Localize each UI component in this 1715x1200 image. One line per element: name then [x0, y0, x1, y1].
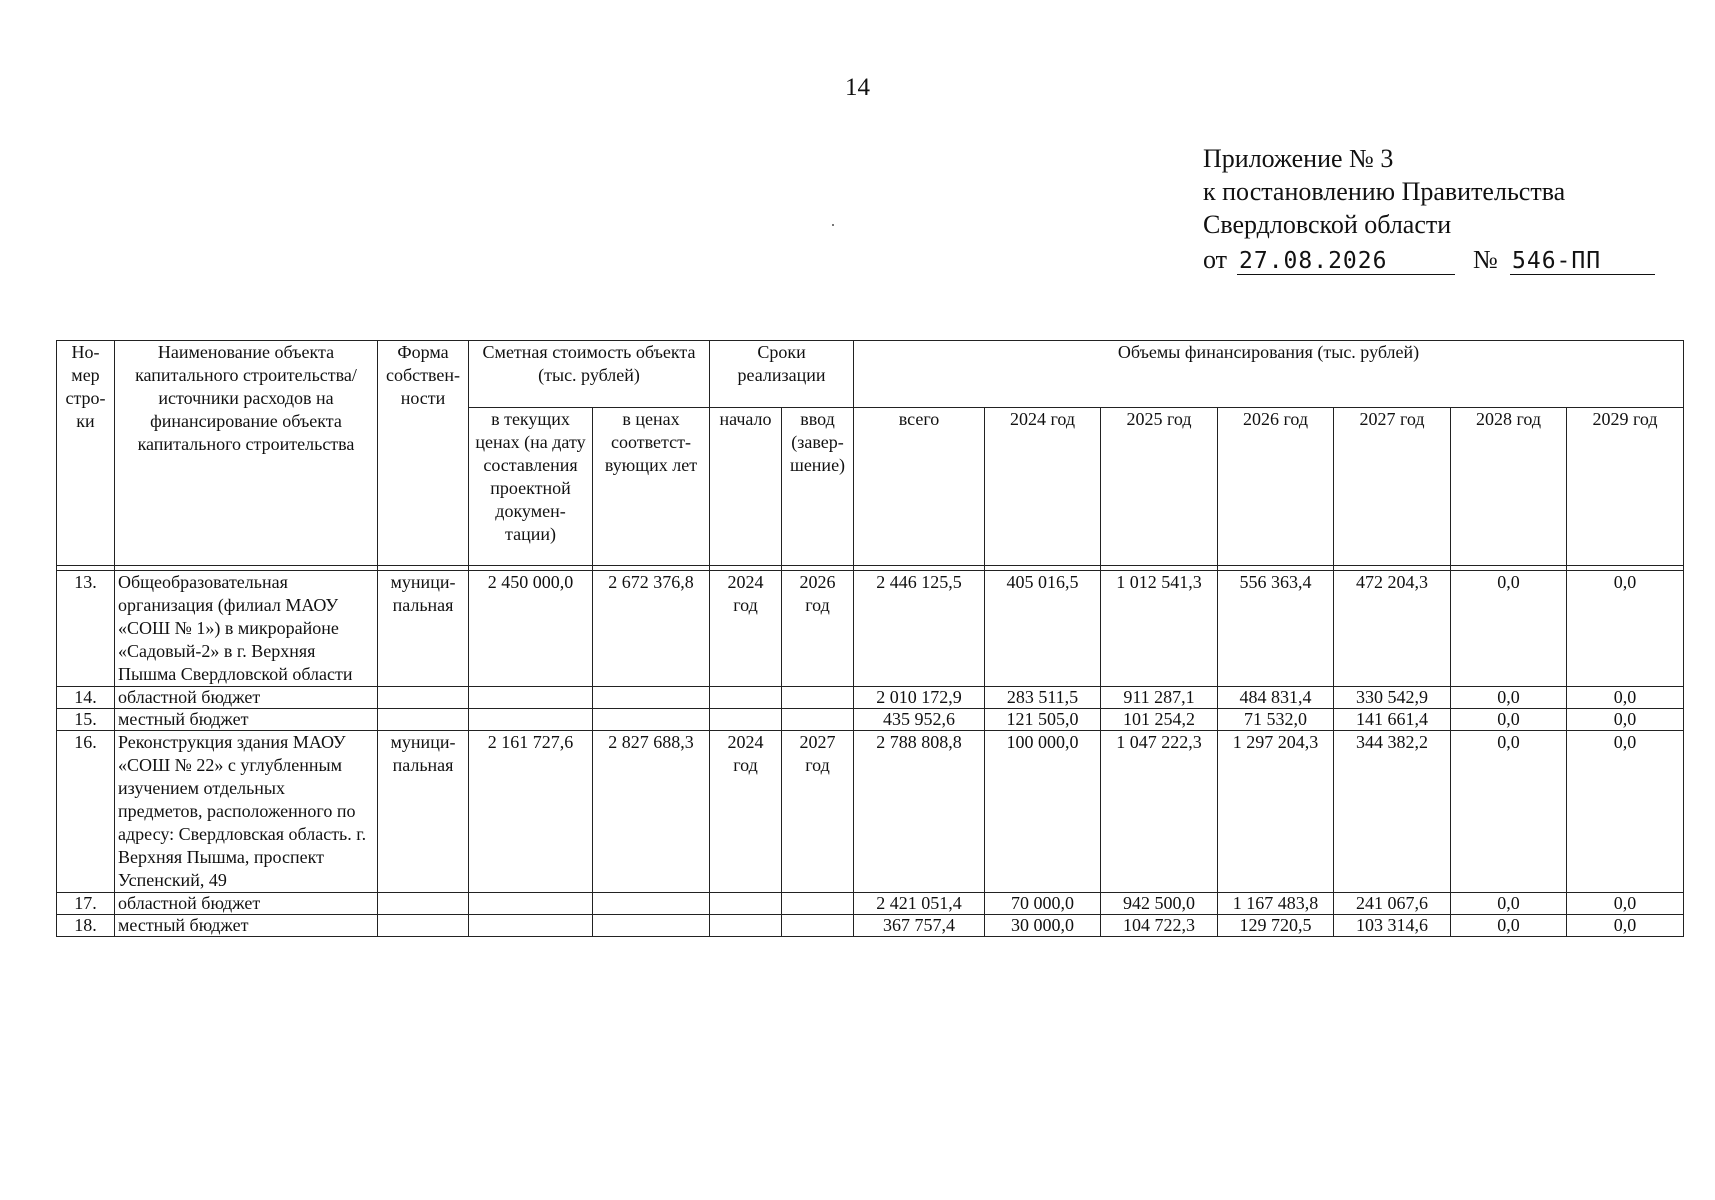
value-2025: 942 500,0	[1101, 893, 1218, 915]
header-current-prices: в текущих ценах (на дату составления проектной докумен-тации)	[469, 408, 593, 566]
start-year: 2024 год	[710, 571, 782, 687]
value-2024: 283 511,5	[985, 687, 1101, 709]
value-2026: 1 167 483,8	[1218, 893, 1334, 915]
value-2028: 0,0	[1451, 915, 1567, 937]
header-object-name: Наименование объекта капитального строительства/ источники расходов на финансирование объекта капитального строительства	[115, 341, 378, 566]
resolution-date: 27.08.2026	[1237, 245, 1455, 275]
row-number: 17.	[57, 893, 115, 915]
object-name: областной бюджет	[115, 687, 378, 709]
object-name: Реконструкция здания МАОУ «СОШ № 22» с углубленным изучением отдельных предметов, расположенного по адресу: Свердловская область. г. Верхняя Пышма, проспект Успенский, 49	[115, 731, 378, 893]
header-total: всего	[854, 408, 985, 566]
appendix-title: Приложение № 3	[1203, 144, 1394, 173]
table-row	[57, 893, 1684, 915]
end-year	[782, 893, 854, 915]
value-2029: 0,0	[1567, 915, 1684, 937]
appendix-reference: к постановлению Правительства	[1203, 177, 1566, 206]
resolution-date-number	[1203, 243, 1663, 279]
value-2027: 241 067,6	[1334, 893, 1451, 915]
cost-current	[469, 687, 593, 709]
table-row	[57, 731, 1684, 893]
cost-years	[593, 915, 710, 937]
header-2029: 2029 год	[1567, 408, 1684, 566]
total: 2 446 125,5	[854, 571, 985, 687]
cost-years	[593, 709, 710, 731]
value-2024: 30 000,0	[985, 915, 1101, 937]
page-number: 14	[845, 74, 870, 101]
cost-current	[469, 893, 593, 915]
header-ownership: Форма собствен-ности	[378, 341, 469, 566]
value-2024: 100 000,0	[985, 731, 1101, 893]
header-row-1	[57, 341, 1684, 408]
table-row	[57, 571, 1684, 687]
object-name: областной бюджет	[115, 893, 378, 915]
value-2026: 129 720,5	[1218, 915, 1334, 937]
table-row	[57, 687, 1684, 709]
value-2028: 0,0	[1451, 571, 1567, 687]
end-year	[782, 915, 854, 937]
end-year	[782, 709, 854, 731]
value-2026: 556 363,4	[1218, 571, 1334, 687]
ownership-form	[378, 687, 469, 709]
start-year	[710, 893, 782, 915]
scan-speck	[832, 224, 834, 226]
value-2025: 1 012 541,3	[1101, 571, 1218, 687]
end-year: 2027 год	[782, 731, 854, 893]
row-number: 14.	[57, 687, 115, 709]
number-prefix: №	[1473, 245, 1498, 274]
cost-current: 2 450 000,0	[469, 571, 593, 687]
end-year	[782, 687, 854, 709]
table-row	[57, 709, 1684, 731]
value-2027: 141 661,4	[1334, 709, 1451, 731]
value-2025: 104 722,3	[1101, 915, 1218, 937]
value-2025: 911 287,1	[1101, 687, 1218, 709]
value-2026: 71 532,0	[1218, 709, 1334, 731]
value-2027: 330 542,9	[1334, 687, 1451, 709]
header-2025: 2025 год	[1101, 408, 1218, 566]
header-terms: Сроки реализации	[710, 341, 854, 408]
header-2027: 2027 год	[1334, 408, 1451, 566]
cost-current	[469, 709, 593, 731]
header-start: начало	[710, 408, 782, 566]
ownership-form: муници-пальная	[378, 571, 469, 687]
row-number: 15.	[57, 709, 115, 731]
value-2029: 0,0	[1567, 731, 1684, 893]
cost-current	[469, 915, 593, 937]
header-row-number: Но-мер стро-ки	[57, 341, 115, 566]
value-2025: 1 047 222,3	[1101, 731, 1218, 893]
value-2029: 0,0	[1567, 571, 1684, 687]
value-2024: 70 000,0	[985, 893, 1101, 915]
value-2029: 0,0	[1567, 893, 1684, 915]
value-2028: 0,0	[1451, 893, 1567, 915]
ownership-form	[378, 893, 469, 915]
row-number: 16.	[57, 731, 115, 893]
header-corresponding-prices: в ценах соответст-вующих лет	[593, 408, 710, 566]
value-2024: 405 016,5	[985, 571, 1101, 687]
start-year	[710, 915, 782, 937]
value-2028: 0,0	[1451, 709, 1567, 731]
value-2027: 344 382,2	[1334, 731, 1451, 893]
value-2027: 103 314,6	[1334, 915, 1451, 937]
header-estimated-cost: Сметная стоимость объекта (тыс. рублей)	[469, 341, 710, 408]
start-year: 2024 год	[710, 731, 782, 893]
value-2028: 0,0	[1451, 687, 1567, 709]
row-number: 18.	[57, 915, 115, 937]
start-year	[710, 709, 782, 731]
table-row	[57, 915, 1684, 937]
appendix-region: Свердловской области	[1203, 210, 1452, 239]
header-2026: 2026 год	[1218, 408, 1334, 566]
row-number: 13.	[57, 571, 115, 687]
header-2028: 2028 год	[1451, 408, 1567, 566]
header-2024: 2024 год	[985, 408, 1101, 566]
resolution-number: 546-ПП	[1510, 245, 1655, 275]
object-name: местный бюджет	[115, 915, 378, 937]
value-2027: 472 204,3	[1334, 571, 1451, 687]
object-name: Общеобразовательная организация (филиал МАОУ «СОШ № 1») в микрорайоне «Садовый-2» в г. Верхняя Пышма Свердловской области	[115, 571, 378, 687]
value-2025: 101 254,2	[1101, 709, 1218, 731]
header-financing: Объемы финансирования (тыс. рублей)	[854, 341, 1684, 408]
value-2029: 0,0	[1567, 709, 1684, 731]
cost-years: 2 672 376,8	[593, 571, 710, 687]
date-prefix: от	[1203, 245, 1228, 274]
ownership-form	[378, 915, 469, 937]
end-year: 2026 год	[782, 571, 854, 687]
object-name: местный бюджет	[115, 709, 378, 731]
appendix-header	[1203, 142, 1663, 279]
value-2026: 1 297 204,3	[1218, 731, 1334, 893]
ownership-form	[378, 709, 469, 731]
total: 435 952,6	[854, 709, 985, 731]
header-commissioning: ввод (завер-шение)	[782, 408, 854, 566]
cost-years	[593, 687, 710, 709]
value-2024: 121 505,0	[985, 709, 1101, 731]
cost-years	[593, 893, 710, 915]
total: 2 421 051,4	[854, 893, 985, 915]
cost-current: 2 161 727,6	[469, 731, 593, 893]
start-year	[710, 687, 782, 709]
financing-table	[56, 340, 1684, 937]
value-2028: 0,0	[1451, 731, 1567, 893]
total: 2 010 172,9	[854, 687, 985, 709]
value-2026: 484 831,4	[1218, 687, 1334, 709]
value-2029: 0,0	[1567, 687, 1684, 709]
total: 2 788 808,8	[854, 731, 985, 893]
ownership-form: муници-пальная	[378, 731, 469, 893]
total: 367 757,4	[854, 915, 985, 937]
cost-years: 2 827 688,3	[593, 731, 710, 893]
